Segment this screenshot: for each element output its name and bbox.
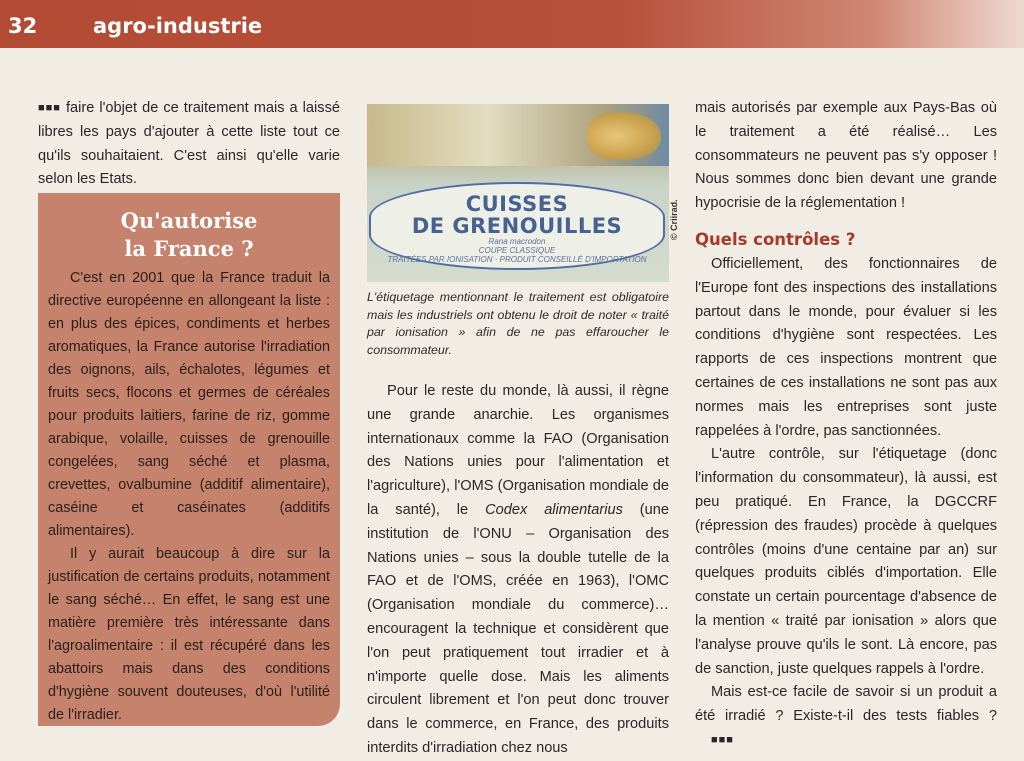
intro-text: faire l'objet de ce traitement mais a laissé libres les pays d'ajouter à cette liste tout ce qu'ils souhaitaient. C'est ainsi qu'elle varie selon les Etats. bbox=[38, 100, 340, 188]
photo-caption: L'étiquetage mentionnant le traitement est obligatoire mais les industriels ont obtenu le droit de noter « traité par ionisation » afin de ne pas effaroucher le consommateur. bbox=[367, 290, 669, 357]
body-paragraph bbox=[367, 380, 669, 761]
box-title-line2: la France ? bbox=[124, 236, 254, 261]
box-paragraph: Il y aurait beaucoup à dire sur la justification de certains produits, notamment le sang séché… En effet, le sang est une matière première très intéressante dans l'agroalimentaire : il est récupéré dans les abattoirs mais dans des conditions d'hygiène souvent douteuses, d'où l'utilité de l'irradier. bbox=[48, 546, 330, 723]
box-paragraph: C'est en 2001 que la France traduit la directive européenne en allongeant la liste : en plus des épices, condiments et herbes aromatiques, la France autorise l'irradiation des oignons, ails, échalotes, légumes et fruits secs, flocons et germes de céréales pour produits laitiers, farine de riz, gomme arabique, volaille, cuisses de grenouille congelées, sang séché et plasma, crevettes, ovalbumine (additif alimentaire), caséine et caséinates (additifs alimentaires). bbox=[48, 270, 330, 539]
frog-legs-image bbox=[587, 112, 661, 160]
label-cut: COUPE CLASSIQUE bbox=[478, 246, 556, 255]
last-paragraph-text: Mais est-ce facile de savoir si un produit a été irradié ? Existe-t-il des tests fiables ? bbox=[695, 684, 997, 725]
paragraph-text: Pour le reste du monde, là aussi, il règne une grande anarchie. Les organismes internationaux comme la FAO (Organisation des Nations unies pour l'alimentation et l'agriculture), l'OMS (Organisation mondiale de la santé), le bbox=[367, 383, 669, 518]
box-title bbox=[48, 207, 330, 263]
codex-title: Codex alimentarius bbox=[485, 501, 623, 518]
subheading: Quels contrôles ? bbox=[695, 229, 856, 249]
label-species: Rana macrodon bbox=[488, 237, 546, 246]
frog-legs-photo bbox=[367, 104, 669, 282]
end-mark: ■■■ bbox=[711, 733, 734, 746]
sidebar-box bbox=[38, 193, 340, 726]
label-line1: CUISSES bbox=[465, 192, 569, 216]
section-title: agro-industrie bbox=[93, 14, 263, 38]
body-paragraph: Officiellement, des fonctionnaires de l'Europe font des inspections des installations partout dans le monde, pour évaluer si les conditions d'hygiène sont respectées. Les rapports de ces inspections montrent que certaines de ces installations ne sont pas aux normes mais les entreprises sont juste rappelées à l'ordre, pas sanctionnées. bbox=[695, 255, 997, 439]
label-line2: DE GRENOUILLES bbox=[411, 214, 623, 238]
column-3 bbox=[695, 97, 997, 753]
continuation-mark: ■■■ bbox=[38, 102, 61, 114]
page-header bbox=[0, 0, 1024, 48]
paragraph-text: (une institution de l'ONU – Organisation des Nations unies – sous la double tutelle de la FAO et de l'OMS, créée en 1963), l'OMC (Organisation mondiale du commerce)… encouragent la technique et considèrent que l'on peut pratiquement tout irradier et à n'importe quelle dose. Mais les aliments circulent librement et l'on peut donc trouver dans le commerce, en France, des produits interdits d'irradiation chez nous bbox=[367, 501, 670, 756]
column-1 bbox=[38, 97, 340, 192]
label-treatment: TRAITÉES PAR IONISATION · PRODUIT CONSEILLÉ D'IMPORTATION bbox=[387, 255, 647, 264]
photo-credit: © Criirad. bbox=[669, 199, 679, 240]
column-2 bbox=[367, 380, 669, 761]
intro-paragraph bbox=[38, 97, 340, 192]
box-title-line1: Qu'autorise bbox=[120, 208, 258, 233]
body-paragraph: L'autre contrôle, sur l'étiquetage (donc l'information du consommateur), là aussi, est peu pratiqué. En France, la DGCCRF (répression des fraudes) procède à quelques contrôles (moins d'une centaine par an) sur quelques produits ciblés d'importation. Elle constate un certain pourcentage d'absence de la mention « traité par ionisation » alors que l'analyse prouve qu'ils le sont. Là encore, pas de sanction, juste quelques rappels à l'ordre. bbox=[695, 446, 997, 677]
page-number: 32 bbox=[8, 14, 38, 38]
product-label bbox=[369, 182, 665, 270]
last-paragraph bbox=[695, 681, 997, 752]
continuation-paragraph: mais autorisés par exemple aux Pays-Bas où le traitement a été réalisé… Les consommateurs ne peuvent pas s'y opposer ! Nous sommes donc bien devant une grande hypocrisie de la réglementation ! bbox=[695, 100, 997, 212]
